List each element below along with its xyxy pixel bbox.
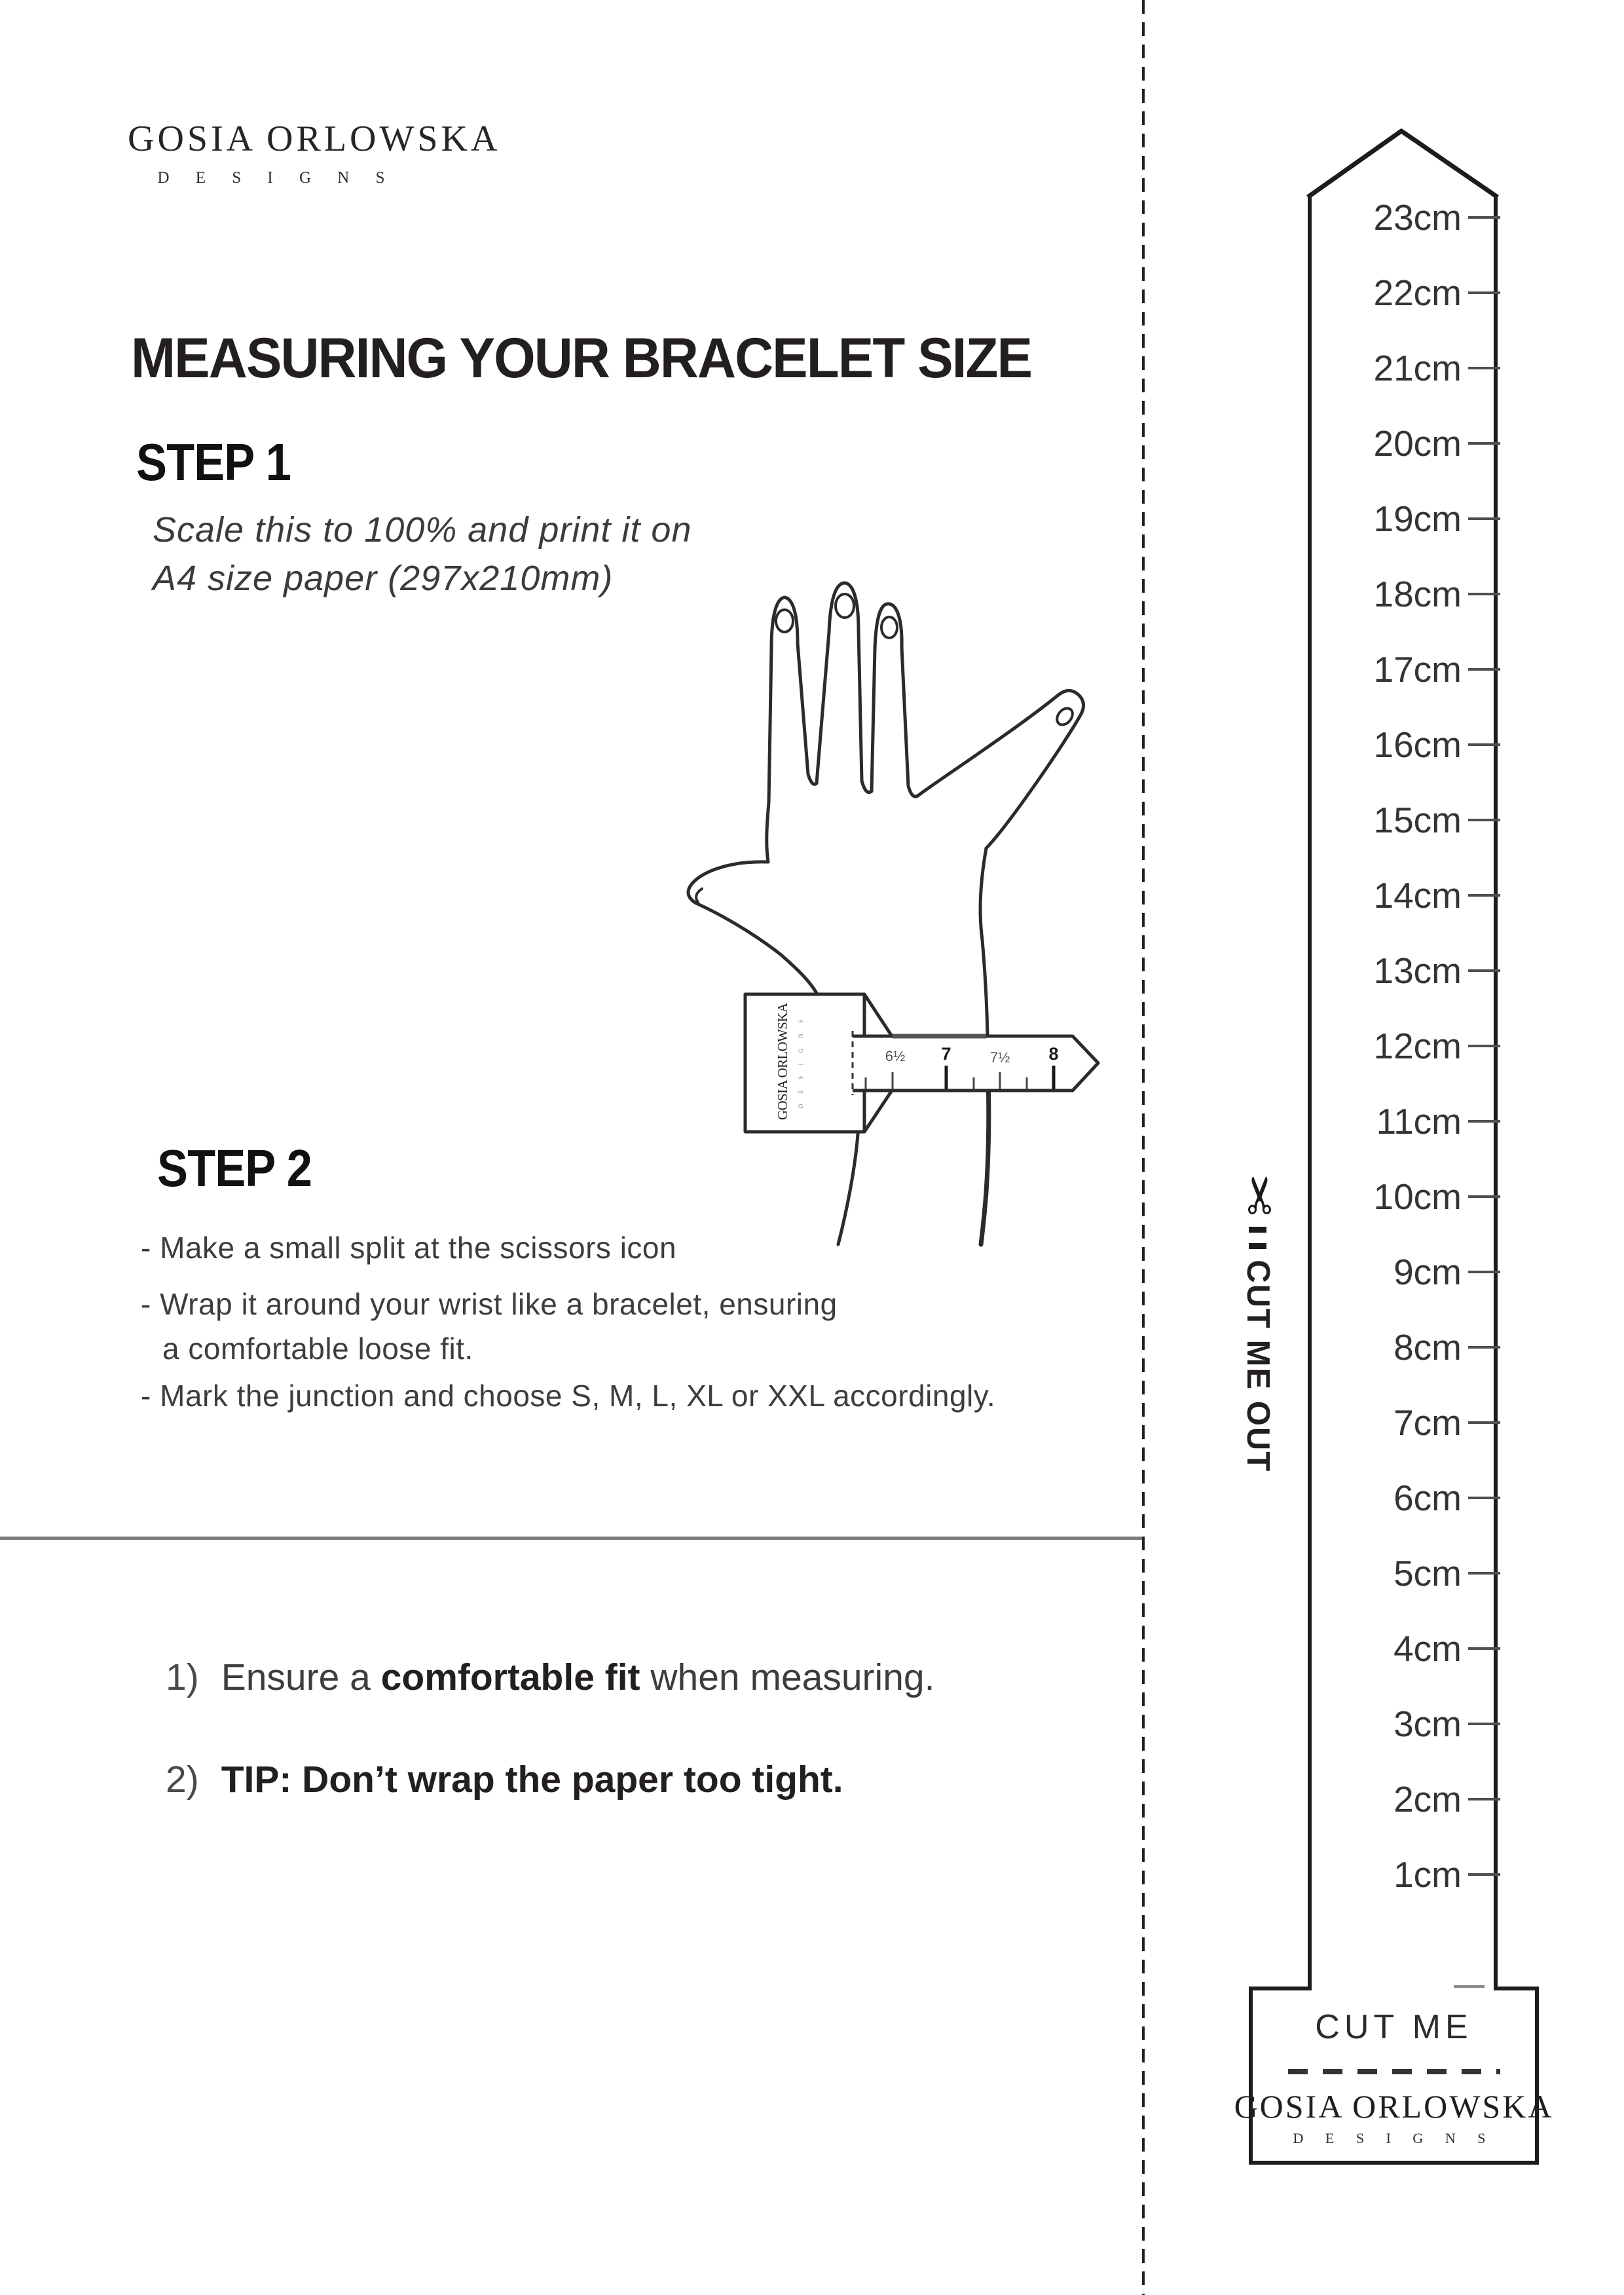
ruler-tick <box>1468 1346 1500 1349</box>
ruler-tick <box>1468 1421 1500 1424</box>
hand-wrist-illustration <box>622 570 1146 1251</box>
note-1 <box>166 1656 934 1699</box>
ruler-tick <box>1468 969 1500 972</box>
cut-dash-1 <box>1249 1227 1267 1233</box>
ruler-label: 2cm <box>1393 1779 1462 1819</box>
brand-logo-name: GOSIA ORLOWSKA <box>128 119 501 159</box>
sizer-tag-brand-subtitle: DESIGNS <box>798 1017 804 1108</box>
sizer-notch-bottom <box>864 1091 892 1132</box>
brand-logo <box>128 118 501 187</box>
scissors-icon: ✂ <box>1228 1174 1287 1217</box>
ruler-label: 10cm <box>1373 1176 1462 1217</box>
ruler-tick <box>1468 1723 1500 1725</box>
ruler-tick <box>1468 1798 1500 1801</box>
step2-bullet-3: a comfortable loose fit. <box>162 1332 473 1366</box>
note-1-bold: comfortable fit <box>380 1656 640 1698</box>
cut-me-out-label: CUT ME OUT <box>1240 1259 1276 1473</box>
footer-dashed-line <box>1288 2069 1500 2074</box>
ruler-tick <box>1468 819 1500 821</box>
footer-brand-name: GOSIA ORLOWSKA <box>1234 2088 1554 2125</box>
cut-me-out-rotated <box>1228 1174 1287 1482</box>
ruler-tick <box>1468 743 1500 746</box>
ruler-tick <box>1468 1647 1500 1650</box>
page-title: MEASURING YOUR BRACELET SIZE <box>131 327 1032 390</box>
ruler-zero-tick <box>1454 1985 1485 1988</box>
note-2-number: 2) <box>166 1759 199 1801</box>
sizer-label-7half: 7½ <box>989 1049 1010 1066</box>
ruler-label: 9cm <box>1393 1252 1462 1292</box>
note-2-bold: TIP: Don’t wrap the paper too tight. <box>221 1759 843 1801</box>
ruler-tick <box>1468 1195 1500 1198</box>
ruler-label: 17cm <box>1373 649 1462 690</box>
ruler-peak <box>1303 124 1504 200</box>
ruler-tick <box>1468 1045 1500 1047</box>
ruler-tick <box>1468 291 1500 294</box>
ruler-tick <box>1468 1572 1500 1575</box>
step1-note-line1: Scale this to 100% and print it on <box>153 510 692 550</box>
ruler-tick <box>1468 1271 1500 1273</box>
ruler-tick <box>1468 517 1500 520</box>
step2-bullet-2: - Wrap it around your wrist like a bracelet, ensuring <box>141 1287 838 1321</box>
ruler-tick <box>1468 442 1500 445</box>
ruler-label: 5cm <box>1393 1553 1462 1594</box>
ruler-label: 4cm <box>1393 1628 1462 1669</box>
ruler-label: 22cm <box>1373 272 1462 313</box>
cut-dash-2 <box>1249 1243 1267 1249</box>
ruler-tick <box>1468 668 1500 671</box>
note-1-number: 1) <box>166 1656 199 1698</box>
sizer-tag-brand: GOSIA ORLOWSKA <box>775 1002 790 1120</box>
note-2 <box>166 1758 843 1801</box>
ruler-right-edge <box>1494 195 1498 1989</box>
ruler-label: 11cm <box>1376 1101 1462 1142</box>
ruler-tick <box>1468 894 1500 897</box>
ruler-label: 20cm <box>1373 423 1462 464</box>
ruler-tick <box>1468 367 1500 369</box>
ruler-label: 21cm <box>1373 348 1462 388</box>
sizer-label-7: 7 <box>941 1044 951 1064</box>
note-1-pre: Ensure a <box>221 1656 381 1698</box>
brand-logo-subtitle: D E S I G N S <box>157 169 396 187</box>
hand-outline <box>688 583 1084 1036</box>
sizer-label-6half: 6½ <box>885 1048 906 1064</box>
ruler-tick <box>1468 216 1500 219</box>
ruler-tick <box>1468 1497 1500 1499</box>
ruler-tick <box>1468 1873 1500 1876</box>
section-divider <box>0 1537 1143 1540</box>
ruler-label: 12cm <box>1373 1026 1462 1066</box>
footer-cut-me-label: CUT ME <box>1315 2008 1473 2046</box>
ruler-label: 7cm <box>1393 1402 1462 1443</box>
note-1-post: when measuring. <box>640 1656 935 1698</box>
cut-me-footer-box <box>1234 1987 1554 2165</box>
ruler-label: 19cm <box>1373 498 1462 539</box>
ruler-label: 14cm <box>1373 875 1462 916</box>
ruler-label: 1cm <box>1393 1854 1462 1895</box>
ruler-label: 15cm <box>1373 800 1462 840</box>
step2-heading: STEP 2 <box>157 1139 312 1197</box>
sizer-label-8: 8 <box>1048 1044 1059 1064</box>
step2-bullet-4: - Mark the junction and choose S, M, L, XL or XXL accordingly. <box>141 1379 996 1413</box>
footer-brand-subtitle: D E S I G N S <box>1293 2130 1495 2146</box>
ruler-label: 18cm <box>1373 574 1462 614</box>
vertical-cut-dashed-line <box>1142 0 1145 2295</box>
step2-bullet-1: - Make a small split at the scissors icon <box>141 1231 677 1265</box>
ruler-label: 6cm <box>1393 1478 1462 1518</box>
ruler-label: 13cm <box>1373 950 1462 991</box>
ruler-label: 16cm <box>1373 724 1462 765</box>
cut-me-out-group <box>1228 1174 1287 1482</box>
ruler-label: 8cm <box>1393 1327 1462 1368</box>
ruler-tick <box>1468 1120 1500 1123</box>
ruler-tick <box>1468 593 1500 595</box>
ruler-label: 23cm <box>1373 197 1462 238</box>
step1-heading: STEP 1 <box>136 433 291 491</box>
sizer-tag-body <box>745 994 864 1132</box>
ruler-label: 3cm <box>1393 1704 1462 1744</box>
step1-note-line2: A4 size paper (297x210mm) <box>153 559 614 598</box>
